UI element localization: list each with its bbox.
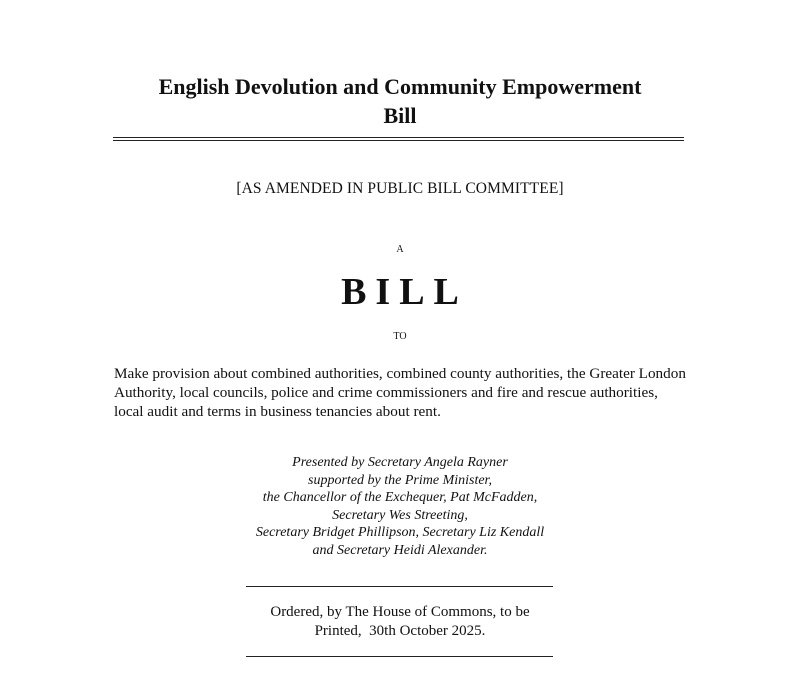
presenter-line: supported by the Prime Minister,: [308, 472, 492, 488]
presenter-line: Secretary Bridget Phillipson, Secretary Liz Kendall: [255, 525, 545, 540]
bill-heading: BILL: [341, 271, 468, 313]
bill-title-line-1: English Devolution and Community Empowerment: [158, 74, 642, 99]
presenter-line: Presented by Secretary Angela Rayner: [292, 455, 508, 470]
ordered-statement: [200, 603, 600, 641]
article-a: A: [396, 244, 404, 255]
presenter-line: the Chancellor of the Exchequer, Pat McFadden,: [262, 490, 538, 505]
ordered-bottom-rule: [246, 656, 553, 657]
amendment-status: [AS AMENDED IN PUBLIC BILL COMMITTEE]: [236, 180, 564, 197]
bill-title-line-2: Bill: [383, 103, 417, 128]
presenter-line: and Secretary Heidi Alexander.: [312, 542, 488, 558]
presenters-block: [200, 454, 600, 559]
bill-title: [100, 72, 700, 130]
long-title: Make provision about combined authorities, combined county authorities, the Greater London Authority, local councils, police and crime commissioners and fire and rescue authorities, local audit and terms in business tenancies about rent.: [114, 365, 686, 420]
ordered-top-rule: [246, 586, 553, 587]
ordered-line-1: Ordered, by The House of Commons, to be: [270, 604, 530, 620]
presenter-line: Secretary Wes Streeting,: [332, 507, 468, 523]
ordered-line-2: Printed, 30th October 2025.: [314, 623, 486, 639]
to-label: TO: [393, 331, 407, 342]
title-double-rule: [113, 137, 684, 141]
